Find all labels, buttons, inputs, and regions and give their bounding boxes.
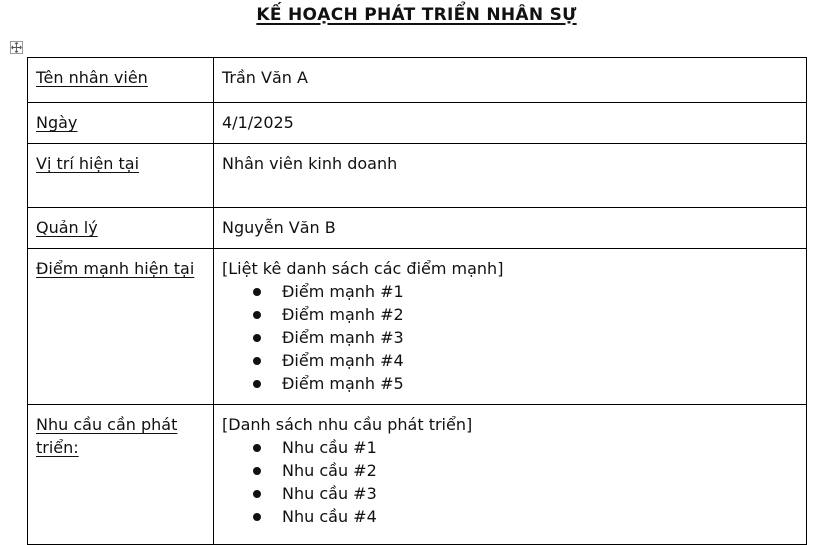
date-value: 4/1/2025 — [222, 113, 294, 132]
table-row-strengths — [28, 249, 807, 405]
table-row-employee-name — [28, 58, 807, 103]
label-cell — [28, 144, 214, 208]
development-plan-table — [27, 57, 807, 545]
manager-label: Quản lý — [36, 218, 98, 237]
strengths-intro: [Liệt kê danh sách các điểm mạnh] — [222, 259, 504, 278]
employee-name-value: Trần Văn A — [222, 68, 308, 87]
value-cell[interactable] — [214, 58, 807, 103]
value-cell[interactable] — [214, 208, 807, 249]
label-cell — [28, 103, 214, 144]
list-item: Nhu cầu #3 — [252, 482, 798, 505]
table-row-manager — [28, 208, 807, 249]
employee-name-label: Tên nhân viên — [36, 68, 148, 87]
value-cell[interactable] — [214, 144, 807, 208]
label-cell — [28, 58, 214, 103]
value-cell[interactable] — [214, 405, 807, 545]
development-needs-label: Nhu cầu cần phát triển: — [36, 415, 178, 457]
list-item: Điểm mạnh #1 — [252, 280, 798, 303]
list-item: Điểm mạnh #3 — [252, 326, 798, 349]
date-label: Ngày — [36, 113, 78, 132]
current-position-value: Nhân viên kinh doanh — [222, 154, 398, 173]
strengths-label: Điểm mạnh hiện tại — [36, 259, 195, 278]
label-cell — [28, 208, 214, 249]
current-position-label: Vị trí hiện tại — [36, 154, 140, 173]
list-item: Nhu cầu #4 — [252, 505, 798, 528]
list-item: Nhu cầu #1 — [252, 436, 798, 459]
list-item: Nhu cầu #2 — [252, 459, 798, 482]
table-row-development-needs — [28, 405, 807, 545]
value-cell[interactable] — [214, 249, 807, 405]
list-item: Điểm mạnh #5 — [252, 372, 798, 395]
move-arrows-icon — [11, 42, 22, 53]
label-cell — [28, 249, 214, 405]
list-item: Điểm mạnh #4 — [252, 349, 798, 372]
table-row-current-position — [28, 144, 807, 208]
development-needs-intro: [Danh sách nhu cầu phát triển] — [222, 415, 473, 434]
label-cell — [28, 405, 214, 545]
development-needs-list — [222, 436, 798, 528]
manager-value: Nguyễn Văn B — [222, 218, 336, 237]
document-title: KẾ HOẠCH PHÁT TRIỂN NHÂN SỰ — [256, 5, 577, 25]
table-move-handle[interactable] — [10, 41, 23, 54]
strengths-list — [222, 280, 798, 395]
list-item: Điểm mạnh #2 — [252, 303, 798, 326]
table-row-date — [28, 103, 807, 144]
value-cell[interactable] — [214, 103, 807, 144]
